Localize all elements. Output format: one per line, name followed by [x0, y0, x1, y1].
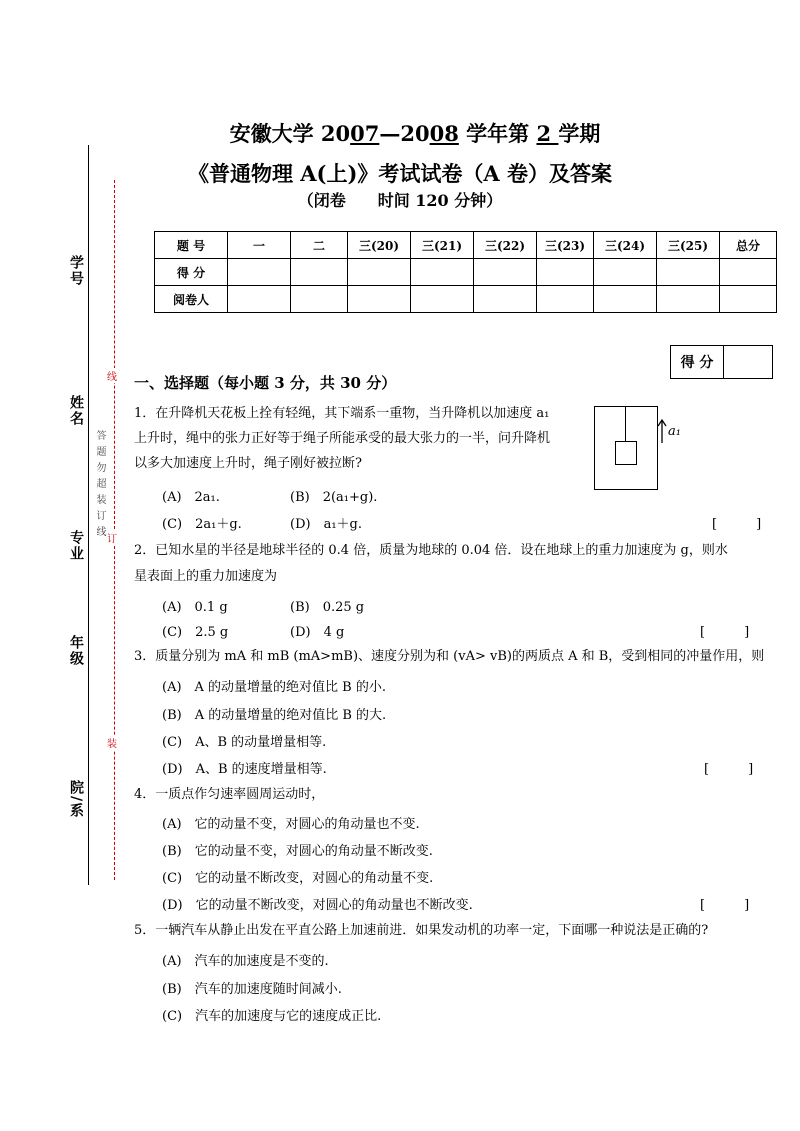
q5-option-b[interactable]: (B) 汽车的加速度随时间减小.	[162, 982, 342, 997]
q3-option-a[interactable]: (A) A 的动量增量的绝对值比 B 的小.	[162, 680, 387, 695]
table-cell: 题 号	[155, 232, 228, 259]
q3-answer-bracket[interactable]: [ ]	[704, 762, 754, 777]
section-score-cell[interactable]	[724, 346, 773, 379]
score-cell[interactable]	[657, 259, 720, 286]
q1-line2: 上升时，绳中的张力正好等于绳子所能承受的最大张力的一半，问升降机	[134, 431, 551, 446]
exam-title: 安徽大学 2007—2008 学年第 2 学期	[229, 121, 601, 146]
table-cell: 三(22)	[474, 232, 537, 259]
table-cell: 三(23)	[537, 232, 594, 259]
table-row	[155, 259, 777, 286]
q5-line1: 5．一辆汽车从静止出发在平直公路上加速前进．如果发动机的功率一定，下面哪一种说法是正确的?	[134, 923, 709, 938]
q1-option-b[interactable]: (B) 2(a₁+g).	[290, 490, 378, 505]
q5-option-c[interactable]: (C) 汽车的加速度与它的速度成正比.	[162, 1009, 382, 1024]
student-id-label: 学号	[68, 255, 84, 287]
grader-cell[interactable]	[474, 286, 537, 313]
q1-line3: 以多大加速度上升时，绳子刚好被拉断?	[134, 456, 362, 471]
grader-cell[interactable]	[657, 286, 720, 313]
binding-char-zhuang: 装	[107, 735, 117, 750]
score-cell[interactable]	[411, 259, 474, 286]
table-cell: 二	[291, 232, 348, 259]
q4-option-d[interactable]: (D) 它的动量不断改变，对圆心的角动量也不断改变.	[162, 898, 473, 913]
table-cell: 总分	[720, 232, 777, 259]
table-row	[155, 232, 777, 259]
q4-option-a[interactable]: (A) 它的动量不变，对圆心的角动量也不变.	[162, 817, 420, 832]
margin-line	[88, 145, 89, 885]
q2-line1: 2．已知水星的半径是地球半径的 0.4 倍，质量为地球的 0.04 倍．设在地球上的重力加速度为 g，则水	[134, 543, 728, 558]
section-score-label: 得 分	[671, 346, 724, 379]
name-label: 姓名	[68, 395, 84, 427]
score-cell[interactable]	[348, 259, 411, 286]
grader-cell[interactable]	[291, 286, 348, 313]
q3-option-b[interactable]: (B) A 的动量增量的绝对值比 B 的大.	[162, 708, 387, 723]
q1-answer-bracket[interactable]: [ ]	[712, 517, 762, 532]
q3-line1: 3．质量分别为 mA 和 mB (mA>mB)、速度分别为和 (vA> vB)的两质点 A 和 B，受到相同的冲量作用，则	[134, 649, 765, 664]
q4-line1: 4．一质点作匀速率圆周运动时，	[134, 787, 325, 802]
q2-option-d[interactable]: (D) 4 g	[290, 625, 345, 640]
table-cell: 一	[228, 232, 291, 259]
binding-char-xian: 线	[107, 368, 117, 383]
binding-warning: 答题勿超装订线	[94, 430, 105, 542]
section-score-box	[670, 345, 773, 379]
section-title: 一、选择题（每小题 3 分，共 30 分）	[134, 374, 397, 392]
q1-line1: 1．在升降机天花板上拴有轻绳，其下端系一重物，当升降机以加速度 a₁	[134, 406, 550, 421]
grader-cell[interactable]	[594, 286, 657, 313]
score-cell[interactable]	[228, 259, 291, 286]
binding-char-ding: 订	[107, 530, 117, 545]
score-cell[interactable]	[594, 259, 657, 286]
rope	[625, 407, 626, 441]
score-table	[154, 231, 777, 313]
grader-cell[interactable]	[411, 286, 474, 313]
score-cell[interactable]	[474, 259, 537, 286]
elevator-figure	[594, 406, 658, 490]
q2-option-c[interactable]: (C) 2.5 g	[162, 625, 229, 640]
department-label: 院/系	[68, 780, 84, 820]
score-cell[interactable]	[291, 259, 348, 286]
table-cell: 得 分	[155, 259, 228, 286]
q1-option-c[interactable]: (C) 2a₁＋g.	[162, 517, 242, 532]
weight-box	[615, 441, 637, 465]
q1-option-a[interactable]: (A) 2a₁.	[162, 490, 220, 505]
grader-cell[interactable]	[228, 286, 291, 313]
table-cell: 阅卷人	[155, 286, 228, 313]
table-cell: 三(21)	[411, 232, 474, 259]
q5-option-a[interactable]: (A) 汽车的加速度是不变的.	[162, 954, 329, 969]
q4-option-b[interactable]: (B) 它的动量不变，对圆心的角动量不断改变.	[162, 844, 433, 859]
table-row	[155, 286, 777, 313]
grade-label: 年级	[68, 635, 84, 667]
table-cell: 三(25)	[657, 232, 720, 259]
q1-option-d[interactable]: (D) a₁＋g.	[290, 517, 362, 532]
q3-option-c[interactable]: (C) A、B 的动量增量相等.	[162, 735, 327, 750]
q3-option-d[interactable]: (D) A、B 的速度增量相等.	[162, 762, 327, 777]
table-cell: 三(20)	[348, 232, 411, 259]
score-cell[interactable]	[537, 259, 594, 286]
q2-option-b[interactable]: (B) 0.25 g	[290, 600, 365, 615]
score-cell[interactable]	[720, 259, 777, 286]
q2-answer-bracket[interactable]: [ ]	[700, 625, 750, 640]
grader-cell[interactable]	[348, 286, 411, 313]
q2-line2: 星表面上的重力加速度为	[134, 569, 278, 584]
q4-answer-bracket[interactable]: [ ]	[700, 898, 750, 913]
q4-option-c[interactable]: (C) 它的动量不断改变，对圆心的角动量不变.	[162, 871, 434, 886]
acceleration-label: a₁	[668, 424, 681, 439]
grader-cell[interactable]	[537, 286, 594, 313]
q2-option-a[interactable]: (A) 0.1 g	[162, 600, 228, 615]
major-label: 专业	[68, 530, 84, 562]
exam-subtitle: 《普通物理 A(上)》考试试卷（A 卷）及答案	[187, 161, 613, 186]
table-cell: 三(24)	[594, 232, 657, 259]
exam-note: （闭卷 时间 120 分钟）	[297, 191, 503, 210]
grader-cell[interactable]	[720, 286, 777, 313]
